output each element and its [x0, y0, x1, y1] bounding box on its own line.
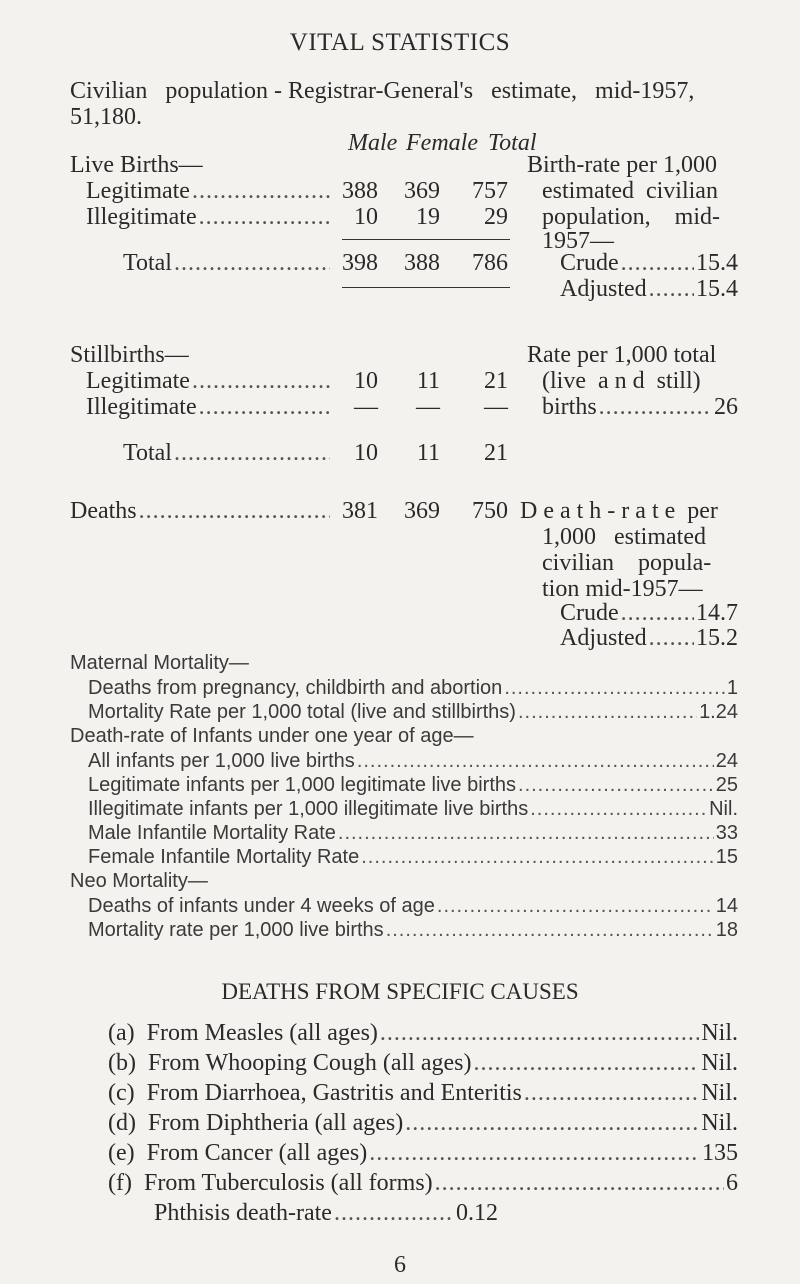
- live-illegit-row: Illegitimate .....: [86, 204, 332, 230]
- specific-item-f: (f) From Tuberculosis (all forms) ..... 6: [108, 1170, 738, 1196]
- live-total-female: 388: [404, 250, 440, 276]
- stillbirths-heading: Stillbirths—: [70, 342, 189, 368]
- population-line-1: Civilian population - Registrar-General's estimate, mid-1957,: [70, 78, 695, 104]
- maternal-item-2: Mortality Rate per 1,000 total (live and stillbirths) ..... 1.24: [88, 699, 738, 725]
- phthisis-death-rate: Phthisis death-rate ..... 0.12: [154, 1200, 498, 1226]
- population-line-2: 51,180.: [70, 104, 142, 130]
- still-rate-note-2: (live a n d still): [542, 368, 701, 394]
- still-legit-row: Legitimate .....: [86, 368, 332, 394]
- live-total-total: 786: [472, 250, 508, 276]
- specific-item-d: (d) From Diphtheria (all ages) ..... Nil.: [108, 1110, 738, 1136]
- still-illegit-total: —: [484, 394, 508, 420]
- live-legit-total: 757: [472, 178, 508, 204]
- infant-heading: Death-rate of Infants under one year of age—: [70, 725, 474, 747]
- death-rate-adjusted: Adjusted ..... 15.2: [560, 625, 738, 651]
- specific-item-a: (a) From Measles (all ages) ..... Nil.: [108, 1020, 738, 1046]
- live-births-heading: Live Births—: [70, 152, 203, 178]
- still-rate-note-1: Rate per 1,000 total: [527, 342, 717, 368]
- live-legit-male: 388: [342, 178, 378, 204]
- birth-rate-note-1: Birth-rate per 1,000: [527, 152, 717, 178]
- live-sum-rule-bottom: [342, 287, 510, 288]
- birth-rate-note-3: population, mid-: [542, 204, 720, 230]
- infant-item-1: All infants per 1,000 live births ..... 24: [88, 748, 738, 774]
- neo-item-1: Deaths of infants under 4 weeks of age ..... 14: [88, 893, 738, 919]
- live-illegit-female: 19: [416, 204, 440, 230]
- specific-causes-title: DEATHS FROM SPECIFIC CAUSES: [221, 979, 579, 1004]
- live-sum-rule-top: [342, 239, 510, 240]
- page-title: VITAL STATISTICS: [289, 29, 511, 56]
- still-total-male: 10: [354, 440, 378, 466]
- col-female: Female: [406, 130, 478, 156]
- deaths-row: Deaths .....: [70, 498, 332, 524]
- infant-item-3: Illegitimate infants per 1,000 illegitimate live births ..... Nil.: [88, 796, 738, 822]
- live-legit-female: 369: [404, 178, 440, 204]
- infant-item-4: Male Infantile Mortality Rate ..... 33: [88, 820, 738, 846]
- specific-item-e: (e) From Cancer (all ages) ..... 135: [108, 1140, 738, 1166]
- still-rate-births: births ..... 26: [542, 394, 738, 420]
- infant-item-5: Female Infantile Mortality Rate ..... 15: [88, 844, 738, 870]
- birth-rate-crude: Crude ..... 15.4: [560, 250, 738, 276]
- neo-item-2: Mortality rate per 1,000 live births ..... 18: [88, 917, 738, 943]
- birth-rate-note-4: 1957—: [542, 228, 614, 254]
- still-total-female: 11: [416, 440, 440, 466]
- still-legit-male: 10: [354, 368, 378, 394]
- still-illegit-male: —: [354, 394, 378, 420]
- death-rate-crude: Crude ..... 14.7: [560, 600, 738, 626]
- neo-heading: Neo Mortality—: [70, 870, 208, 892]
- still-legit-female: 11: [416, 368, 440, 394]
- live-illegit-total: 29: [484, 204, 508, 230]
- still-legit-total: 21: [484, 368, 508, 394]
- specific-item-b: (b) From Whooping Cough (all ages) ..... Nil.: [108, 1050, 738, 1076]
- still-total-total: 21: [484, 440, 508, 466]
- death-rate-note-4: tion mid-1957—: [542, 576, 703, 602]
- still-illegit-female: —: [416, 394, 440, 420]
- birth-rate-adjusted: Adjusted ..... 15.4: [560, 276, 738, 302]
- live-legit-row: Legitimate .....: [86, 178, 332, 204]
- specific-item-c: (c) From Diarrhoea, Gastritis and Enteritis ..... Nil.: [108, 1080, 738, 1106]
- live-illegit-male: 10: [354, 204, 378, 230]
- col-male: Male: [348, 130, 398, 156]
- maternal-item-1: Deaths from pregnancy, childbirth and abortion ..... 1: [88, 675, 738, 701]
- infant-item-2: Legitimate infants per 1,000 legitimate live births ..... 25: [88, 772, 738, 798]
- col-total: Total: [488, 130, 537, 156]
- page-number: 6: [394, 1252, 406, 1278]
- death-rate-note-3: civilian popula-: [542, 550, 712, 576]
- live-total-row: Total .....: [123, 250, 332, 276]
- still-illegit-row: Illegitimate .....: [86, 394, 332, 420]
- death-rate-note-2: 1,000 estimated: [542, 524, 706, 550]
- deaths-female: 369: [404, 498, 440, 524]
- deaths-male: 381: [342, 498, 378, 524]
- birth-rate-note-2: estimated civilian: [542, 178, 718, 204]
- live-total-male: 398: [342, 250, 378, 276]
- still-total-row: Total .....: [123, 440, 332, 466]
- maternal-heading: Maternal Mortality—: [70, 652, 249, 674]
- deaths-total: 750: [472, 498, 508, 524]
- death-rate-note-1: D e a t h - r a t e per: [520, 498, 718, 524]
